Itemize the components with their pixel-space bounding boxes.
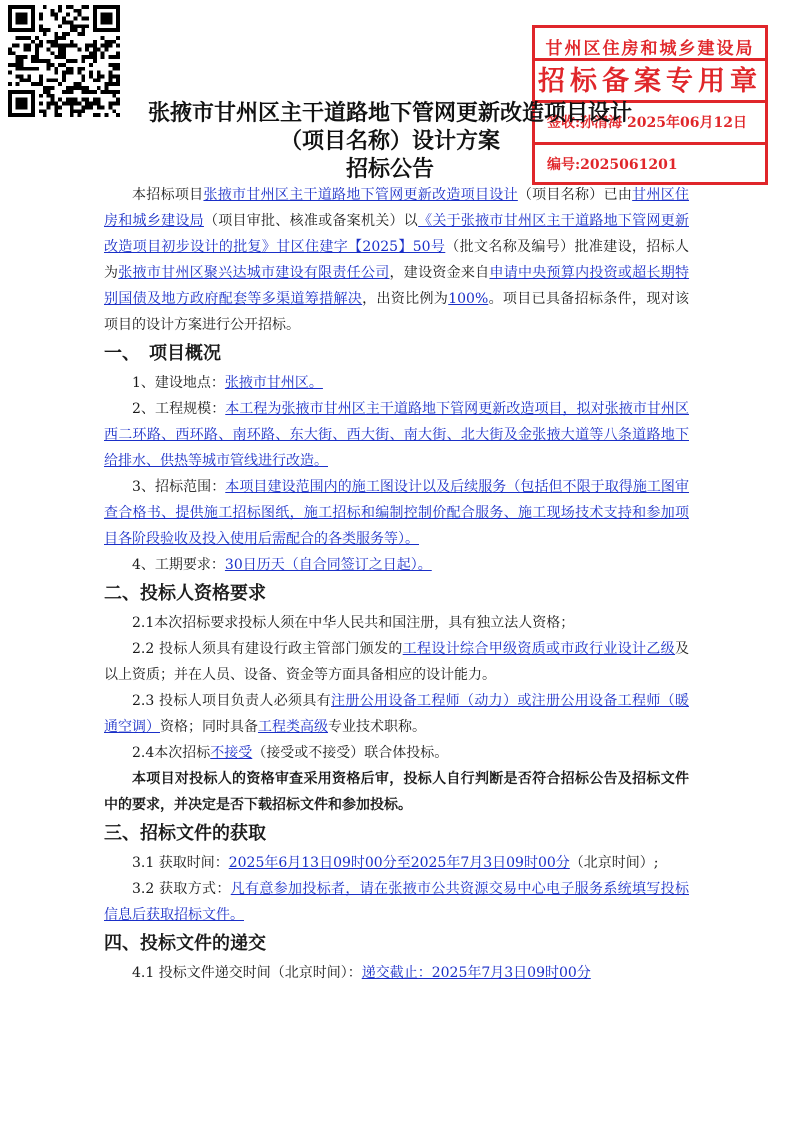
intro-paragraph: 本招标项目张掖市甘州区主干道路地下管网更新改造项目设计（项目名称）已由甘州区住房和城乡建设局（项目审批、核准或备案机关）以《关于张掖市甘州区主干道路地下管网更新改造项目初步设计的批复》甘区住建字【2025】50号（批文名称及编号）批准建设，招标人为张掖市甘州区聚兴达城市建设有限责任公司，建设资金来自申请中央预算内投资或超长期特别国债及地方政府配套等多渠道筹措解决，出资比例为100%。项目已具备招标条件，现对该项目的设计方案进行公开招标。 <box>104 187 690 333</box>
fund-source: 申请中央预算内投资或超长期特别国债及地方政府配套等多渠道筹措解决 <box>104 265 690 307</box>
stamp-agency: 甘州区住房和城乡建设局 <box>545 39 755 59</box>
section-heading-submission: 四、投标文件的递交 <box>104 933 266 954</box>
doc-title-line3: 招标公告 <box>345 156 434 182</box>
approval-authority: 甘州区住房和城乡建设局 <box>104 187 690 229</box>
doc-title-line1: 张掖市甘州区主干道路地下管网更新改造项目设计 <box>147 100 632 126</box>
project-name: 张掖市甘州区主干道路地下管网更新改造项目设计 <box>203 187 518 203</box>
item-scale: 2、工程规模：本工程为张掖市甘州区主干道路地下管网更新改造项目，拟对张掖市甘州区西二环路、西环路、南环路、东大街、西大街、南大街、北大街及金张掖大道等八条道路地下给排水、供热等城市管线进行改造。 <box>104 401 689 469</box>
document-body <box>104 182 689 986</box>
stamp-signature: 签收:孙清海 2025年06月12日 <box>547 115 747 131</box>
item-duration: 4、工期要求：30日历天（自合同签订之日起）。 <box>132 557 432 573</box>
qualification-review-note: 本项目对投标人的资格审查采用资格后审，投标人自行判断是否符合招标公告及招标文件中的要求，并决定是否下载招标文件和参加投标。 <box>104 771 689 813</box>
stamp-title: 招标备案专用章 <box>538 66 762 97</box>
doc-title-line2: （项目名称）设计方案 <box>279 128 500 154</box>
qualification-2-2: 2.2 投标人须具有建设行政主管部门颁发的工程设计综合甲级资质或市政行业设计乙级及以上资质；并在人员、设备、资金等方面具备相应的设计能力。 <box>104 641 690 683</box>
approval-document: 《关于张掖市甘州区主干道路地下管网更新改造项目初步设计的批复》甘区住建字【2025】50号 <box>104 213 690 255</box>
tenderer-name: 张掖市甘州区聚兴达城市建设有限责任公司 <box>118 265 390 281</box>
section-heading-overview: 一、 项目概况 <box>104 343 221 364</box>
obtain-time: 3.1 获取时间：2025年6月13日09时00分至2025年7月3日09时00分（北京时间）; <box>132 855 659 871</box>
stamp-number: 编号:2025061201 <box>547 157 678 173</box>
submission-time: 4.1 投标文件递交时间（北京时间）：递交截止：2025年7月3日09时00分 <box>132 965 591 981</box>
qualification-2-4: 2.4本次招标不接受（接受或不接受）联合体投标。 <box>132 745 449 761</box>
section-heading-qualification: 二、投标人资格要求 <box>104 583 266 604</box>
obtain-method: 3.2 获取方式：凡有意参加投标者，请在张掖市公共资源交易中心电子服务系统填写投标信息后获取招标文件。 <box>104 881 690 923</box>
qualification-2-3: 2.3 投标人项目负责人必须具有注册公用设备工程师（动力）或注册公用设备工程师（暖通空调）资格；同时具备工程类高级专业技术职称。 <box>104 693 689 735</box>
section-heading-obtain-docs: 三、招标文件的获取 <box>104 823 266 844</box>
qualification-2-1: 2.1本次招标要求投标人须在中华人民共和国注册，具有独立法人资格； <box>132 615 575 631</box>
funding-ratio: 100% <box>448 291 489 307</box>
item-scope: 3、招标范围：本项目建设范围内的施工图设计以及后续服务（包括但不限于取得施工图审查合格书、提供施工招标图纸，施工招标和编制控制价配合服务、施工现场技术支持和参加项目各阶段验收及投入使用后需配合的各类服务等）。 <box>104 479 689 547</box>
item-location: 1、建设地点：张掖市甘州区。 <box>132 375 323 391</box>
